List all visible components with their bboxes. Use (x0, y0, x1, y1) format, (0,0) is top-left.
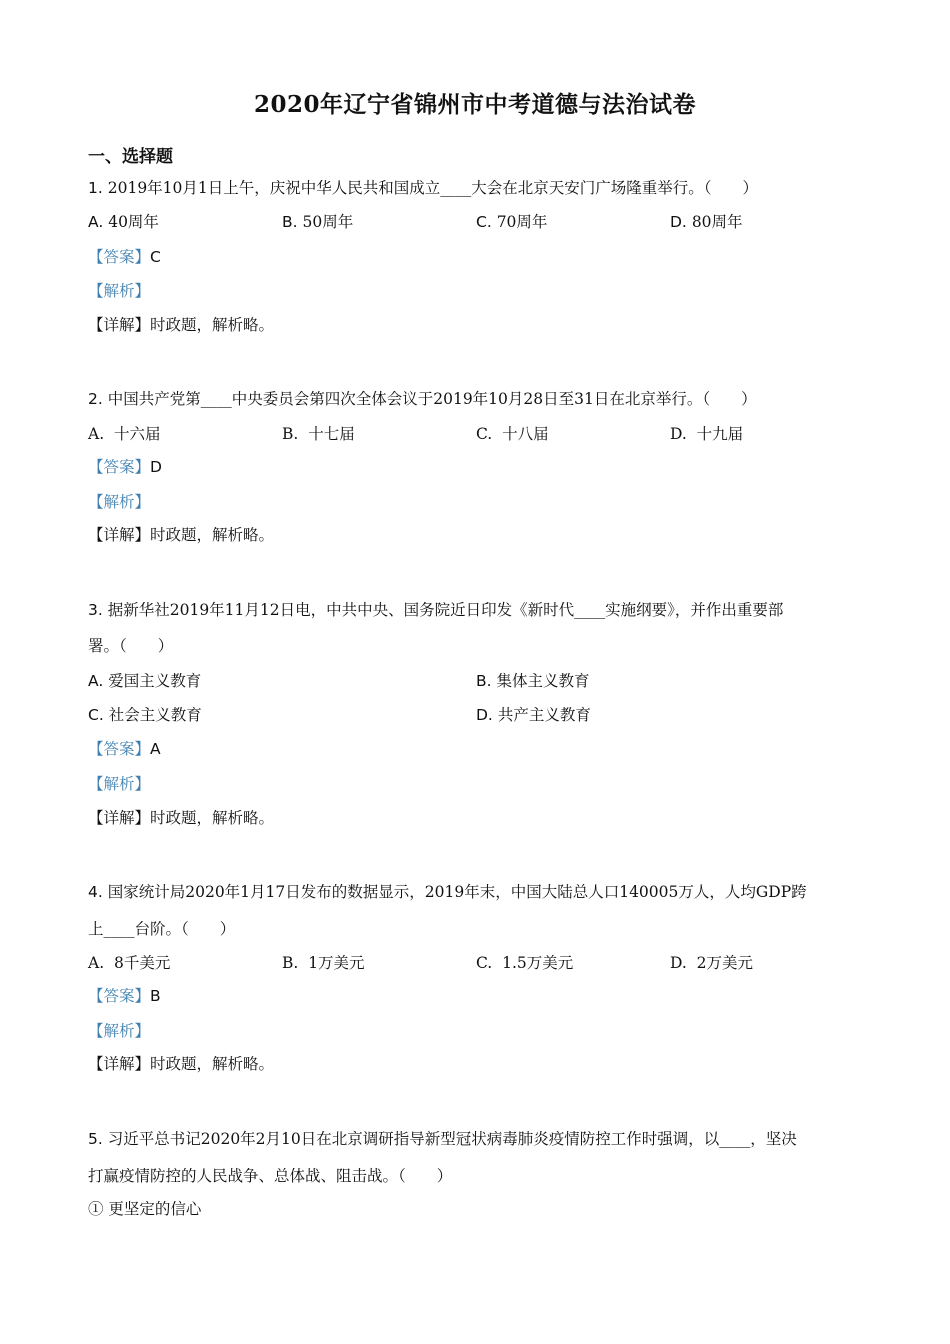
q1-answer: 【答案】C (88, 248, 161, 266)
q2-detail: 【详解】时政题，解析略。 (88, 526, 275, 544)
question-number: 1. (88, 179, 103, 197)
q5-item-1: ① 更坚定的信心 (88, 1200, 202, 1218)
q3-option-b: B. 集体主义教育 (476, 672, 590, 690)
q1-option-a: A. 40周年 (88, 213, 159, 231)
page-title: 2020年辽宁省锦州市中考道德与法治试卷 (253, 91, 696, 118)
question-4-stem-line2: 上____台阶。（ ） (88, 920, 236, 938)
q1-detail: 【详解】时政题，解析略。 (88, 316, 275, 334)
q2-option-b: B. 十七届 (282, 425, 355, 443)
q1-option-c: C. 70周年 (476, 213, 548, 231)
question-3-stem-line2: 署。（ ） (88, 637, 174, 655)
q3-option-a: A. 爱国主义教育 (88, 672, 202, 690)
q2-answer: 【答案】D (88, 458, 162, 476)
q2-option-c: C. 十八届 (476, 425, 549, 443)
q3-answer: 【答案】A (88, 740, 161, 758)
q4-option-d: D. 2万美元 (670, 954, 754, 972)
q3-option-c: C. 社会主义教育 (88, 706, 202, 724)
section-heading: 一、选择题 (88, 147, 173, 167)
q4-answer: 【答案】B (88, 987, 161, 1005)
question-4-stem-line1: 4. 国家统计局2020年1月17日发布的数据显示，2019年末，中国大陆总人口140005万人，人均GDP跨 (88, 883, 807, 901)
q4-analysis-label: 【解析】 (88, 1022, 151, 1040)
q2-option-a: A. 十六届 (88, 425, 161, 443)
q3-option-d: D. 共产主义教育 (476, 706, 591, 724)
q4-option-a: A. 8千美元 (88, 954, 171, 972)
q4-detail: 【详解】时政题，解析略。 (88, 1055, 275, 1073)
q3-detail: 【详解】时政题，解析略。 (88, 809, 275, 827)
question-3-stem-line1: 3. 据新华社2019年11月12日电，中共中央、国务院近日印发《新时代____实施纲要》，并作出重要部 (88, 601, 784, 619)
question-text: 2019年10月1日上午，庆祝中华人民共和国成立____大会在北京天安门广场隆重举行。（ ） (107, 179, 759, 197)
q4-option-c: C. 1.5万美元 (476, 954, 574, 972)
q1-option-d: D. 80周年 (670, 213, 743, 231)
question-5-stem-line2: 打赢疫情防控的人民战争、总体战、阻击战。（ ） (88, 1167, 453, 1185)
question-5-stem-line1: 5. 习近平总书记2020年2月10日在北京调研指导新型冠状病毒肺炎疫情防控工作时强调，以____，坚决 (88, 1130, 797, 1148)
q2-option-d: D. 十九届 (670, 425, 744, 443)
q3-analysis-label: 【解析】 (88, 775, 151, 793)
q4-option-b: B. 1万美元 (282, 954, 365, 972)
question-2-stem: 2. 中国共产党第____中央委员会第四次全体会议于2019年10月28日至31日在北京举行。（ ） (88, 390, 757, 408)
q2-analysis-label: 【解析】 (88, 493, 151, 511)
question-1-stem (88, 176, 868, 200)
q1-option-b: B. 50周年 (282, 213, 354, 231)
q1-analysis-label: 【解析】 (88, 282, 151, 300)
